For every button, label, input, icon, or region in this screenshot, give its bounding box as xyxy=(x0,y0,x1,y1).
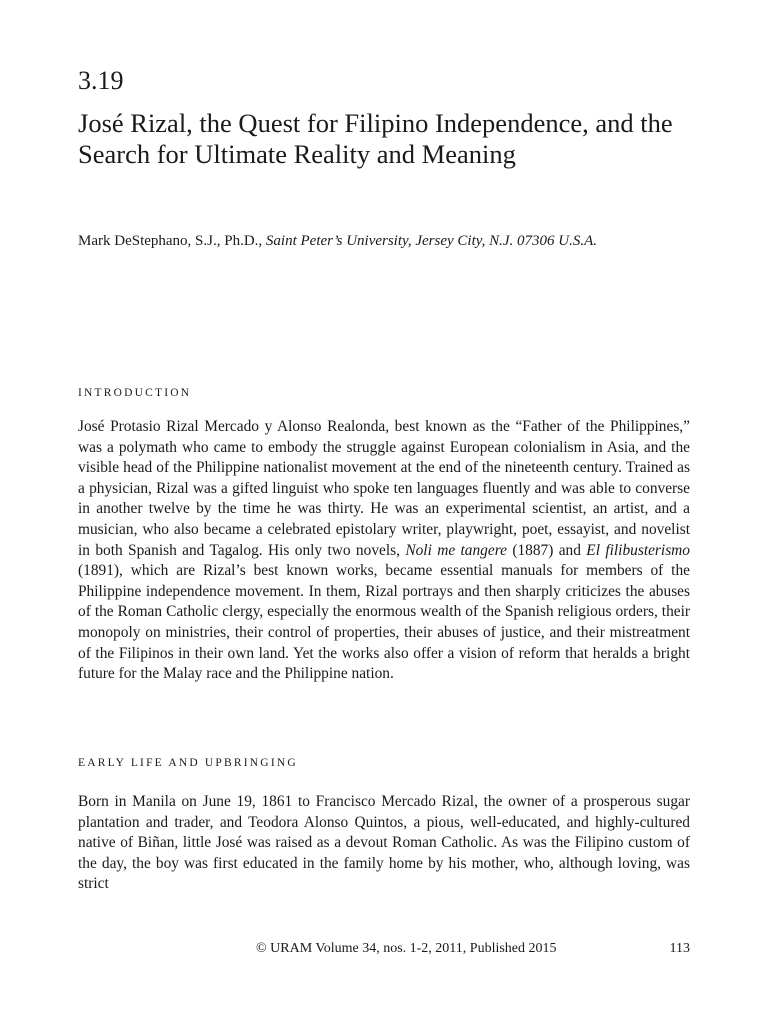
intro-text-part-2: (1887) and xyxy=(506,541,587,559)
introduction-paragraph xyxy=(78,417,690,685)
article-number: 3.19 xyxy=(78,66,124,95)
author-affiliation: Saint Peter’s University, Jersey City, N.J. 07306 U.S.A. xyxy=(265,233,597,249)
section-heading-early-life: EARLY LIFE AND UPBRINGING xyxy=(78,757,298,769)
author-block xyxy=(78,232,690,251)
novel-title-noli: Noli me tangere xyxy=(405,541,507,559)
novel-title-filibusterismo: El filibusterismo xyxy=(586,541,690,559)
author-name: Mark DeStephano, S.J., Ph.D., xyxy=(78,233,266,249)
intro-text-part-3: (1891), which are Rizal’s best known works, became essential manuals for members of the Philippine independence movement. In them, Rizal portrays and then sharply criticizes the abuses of the Roman Catholic clergy, especially the enormous wealth of the Spanish religious orders, their monopoly on ministries, their control of properties, their abuses of justice, and their mistreatment of the Filipinos in their own land. Yet the works also offer a vision of reform that heralds a bright future for the Malay race and the Philippine nation. xyxy=(78,562,690,683)
article-title: José Rizal, the Quest for Filipino Independence, and the Search for Ultimate Reality and Meaning xyxy=(78,108,673,169)
page-number: 113 xyxy=(669,941,690,956)
document-page xyxy=(78,0,690,1024)
intro-text-part-1: José Protasio Rizal Mercado y Alonso Realonda, best known as the “Father of the Philippines,” was a polymath who came to embody the struggle against European colonialism in Asia, and the visible head of the Philippine nationalist movement at the end of the nineteenth century. Trained as a physician, Rizal was a gifted linguist who spoke ten languages fluently and was able to converse in another twelve by the time he was thirty. He was an experimental scientist, an artist, and a musician, who also became a celebrated epistolary writer, playwright, poet, essayist, and novelist in both Spanish and Tagalog. His only two novels, xyxy=(78,418,690,559)
early-life-paragraph: Born in Manila on June 19, 1861 to Francisco Mercado Rizal, the owner of a prosperous sugar plantation and trader, and Teodora Alonso Quintos, a pious, well-educated, and highly-cultured native of Biñan, little José was raised as a devout Roman Catholic. As was the Filipino custom of the day, the boy was first educated in the family home by his mother, who, although loving, was strict xyxy=(78,793,690,893)
section-heading-introduction: INTRODUCTION xyxy=(78,387,192,399)
journal-citation: © URAM Volume 34, nos. 1-2, 2011, Published 2015 xyxy=(256,941,557,956)
